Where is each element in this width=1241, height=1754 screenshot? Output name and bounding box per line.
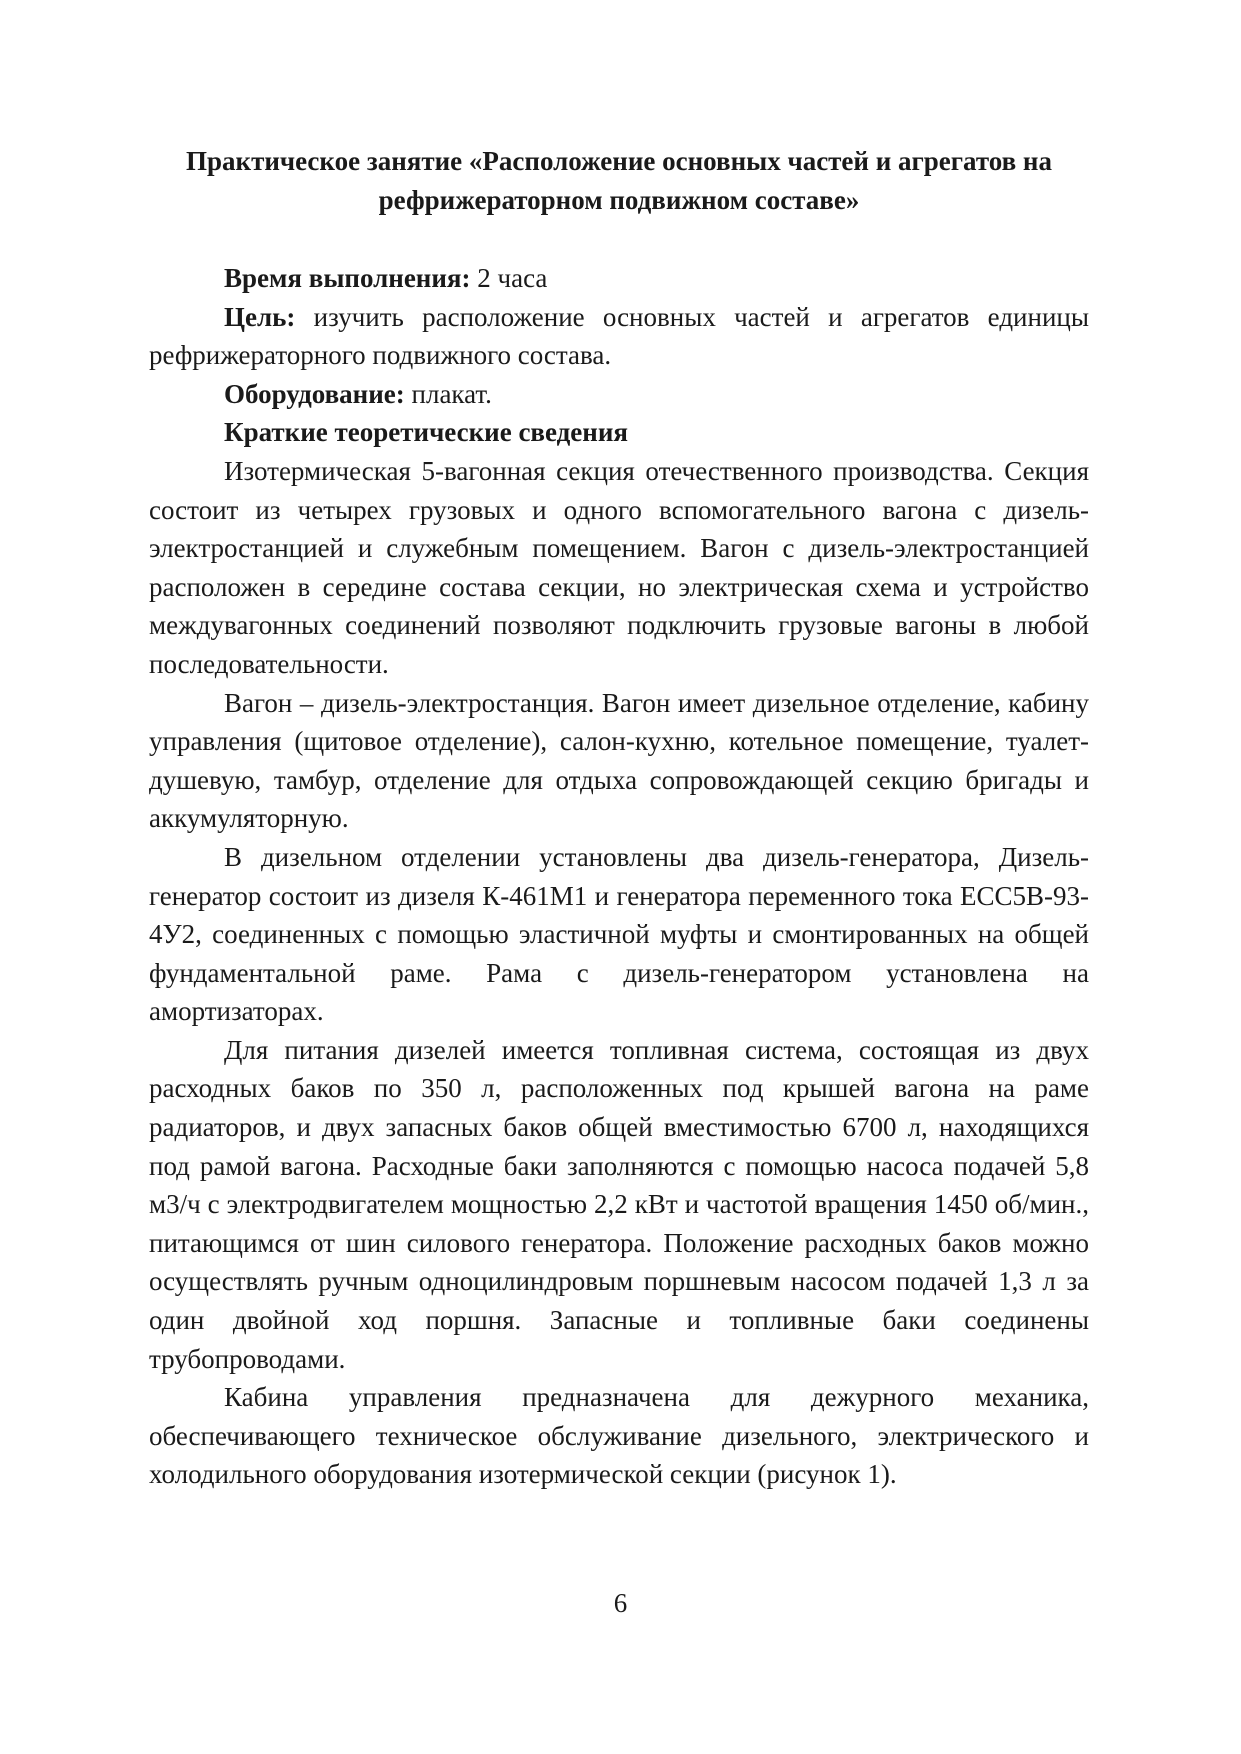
equipment-paragraph — [149, 375, 1089, 414]
title-line-1: Практическое занятие «Расположение основных частей и агрегатов на — [186, 146, 1052, 176]
body-paragraph: Изотермическая 5-вагонная секция отечественного производства. Секция состоит из четырех грузовых и одного вспомогательного вагона с дизель-электростанцией и служебным помещением. Вагон с дизель-электростанцией расположен в середине состава секции, но электрическая схема и устройство междувагонных соединений позволяют подключить грузовые вагоны в любой последовательности. — [149, 455, 1089, 679]
equipment-label: Оборудование: — [224, 378, 405, 409]
goal-value: изучить расположение основных частей и агрегатов единицы рефрижераторного подвижного состава. — [149, 301, 1089, 371]
goal-label: Цель: — [224, 301, 296, 332]
time-paragraph — [149, 259, 1089, 298]
body-paragraph: Вагон – дизель-электростанция. Вагон имеет дизельное отделение, кабину управления (щитовое отделение), салон-кухню, котельное помещение, туалет-душевую, тамбур, отделение для отдыха сопровождающей секцию бригады и аккумуляторную. — [149, 687, 1089, 834]
body-paragraph: В дизельном отделении установлены два дизель-генератора, Дизель-генератор состоит из дизеля К-461М1 и генератора переменного тока ЕСС5В-93-4У2, соединенных с помощью эластичной муфты и смонтированных на общей фундаментальной раме. Рама с дизель-генератором установлена на амортизаторах. — [149, 841, 1089, 1027]
document-title — [149, 142, 1089, 220]
document-page — [149, 142, 1089, 1494]
goal-paragraph — [149, 298, 1089, 375]
body-paragraph: Кабина управления предназначена для дежурного механика, обеспечивающего техническое обслуживание дизельного, электрического и холодильного оборудования изотермической секции (рисунок 1). — [149, 1382, 1089, 1490]
section-heading: Краткие теоретические сведения — [224, 417, 628, 448]
page-number: 6 — [613, 1588, 628, 1618]
time-label: Время выполнения: — [224, 263, 471, 293]
title-line-2: рефрижераторном подвижном составе» — [378, 185, 860, 215]
time-value: 2 часа — [470, 263, 548, 293]
body-paragraph: Для питания дизелей имеется топливная система, состоящая из двух расходных баков по 350 л, расположенных под крышей вагона на раме радиаторов, и двух запасных баков общей вместимостью 6700 л, находящихся под рамой вагона. Расходные баки заполняются с помощью насоса подачей 5,8 м3/ч с электродвигателем мощностью 2,2 кВт и частотой вращения 1450 об/мин., питающимся от шин силового генератора. Положение расходных баков можно осуществлять ручным одноцилиндровым поршневым насосом подачей 1,3 л за один двойной ход поршня. Запасные и топливные баки соединены трубопроводами. — [149, 1034, 1089, 1374]
equipment-value: плакат. — [404, 378, 492, 409]
